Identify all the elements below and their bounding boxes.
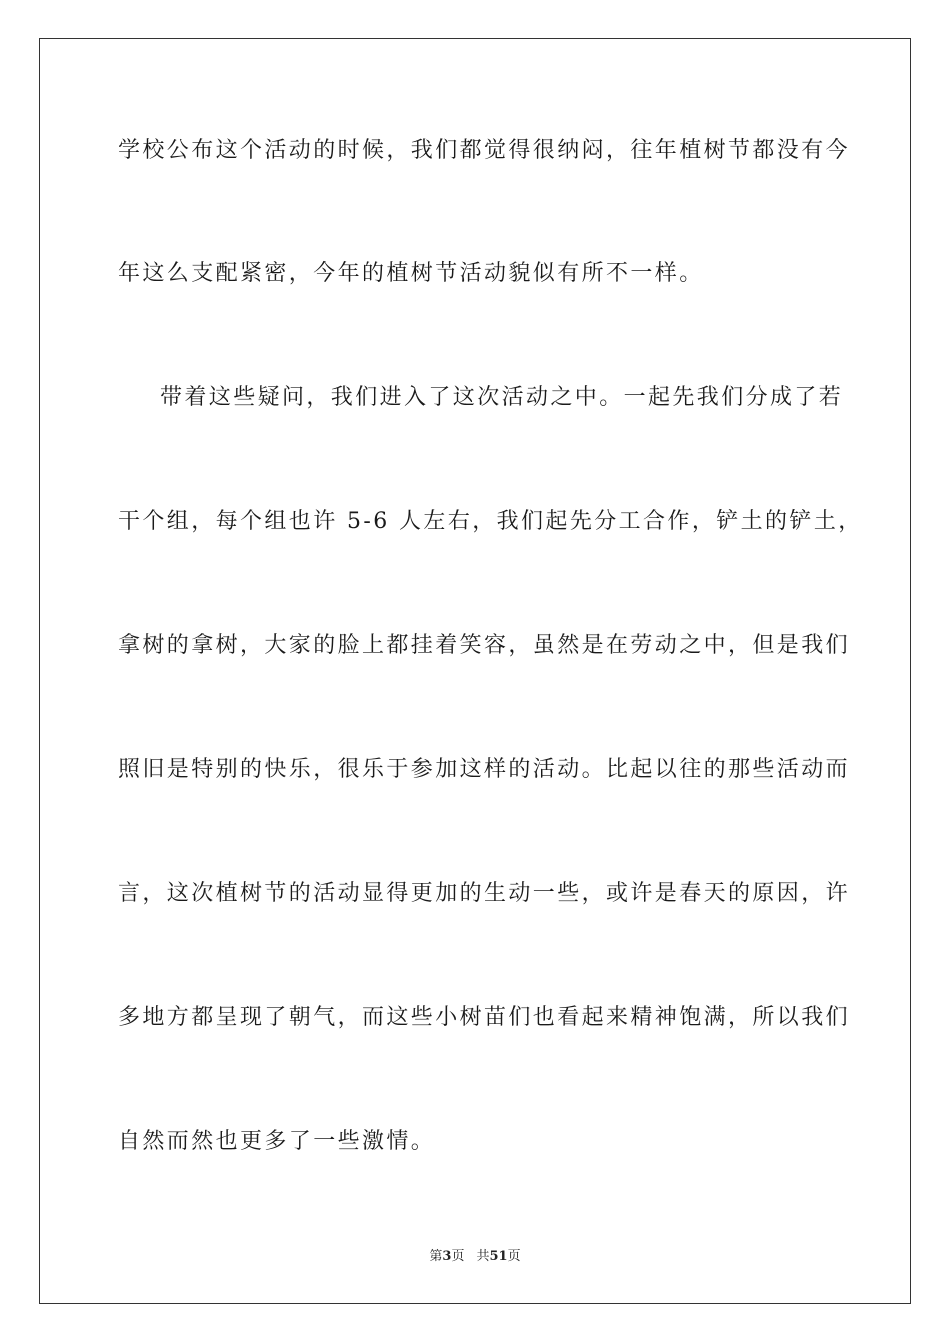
total-pages: 51 — [489, 1249, 508, 1264]
page-prefix: 第 — [429, 1249, 443, 1264]
text-line: 言，这次植树节的活动显得更加的生动一些，或许是春天的原因，许 — [118, 881, 851, 906]
page-border — [39, 38, 911, 1304]
page-footer — [0, 1248, 950, 1266]
text-line: 自然而然也更多了一些激情。 — [118, 1129, 436, 1154]
total-prefix: 共 — [476, 1249, 490, 1264]
page-number: 3 — [442, 1249, 452, 1264]
text-line: 年这么支配紧密，今年的植树节活动貌似有所不一样。 — [118, 261, 704, 286]
text-line: 学校公布这个活动的时候，我们都觉得很纳闷，往年植树节都没有今 — [118, 138, 851, 163]
page-suffix: 页 — [451, 1249, 465, 1264]
text-line: 干个组，每个组也许 5-6 人左右，我们起先分工合作，铲土的铲土， — [118, 509, 863, 534]
text-line: 多地方都呈现了朝气，而这些小树苗们也看起来精神饱满，所以我们 — [118, 1005, 851, 1030]
text-line: 照旧是特别的快乐，很乐于参加这样的活动。比起以往的那些活动而 — [118, 757, 851, 782]
text-line: 带着这些疑问，我们进入了这次活动之中。一起先我们分成了若 — [160, 385, 844, 410]
total-suffix: 页 — [507, 1249, 521, 1264]
text-line: 拿树的拿树，大家的脸上都挂着笑容，虽然是在劳动之中，但是我们 — [118, 633, 851, 658]
